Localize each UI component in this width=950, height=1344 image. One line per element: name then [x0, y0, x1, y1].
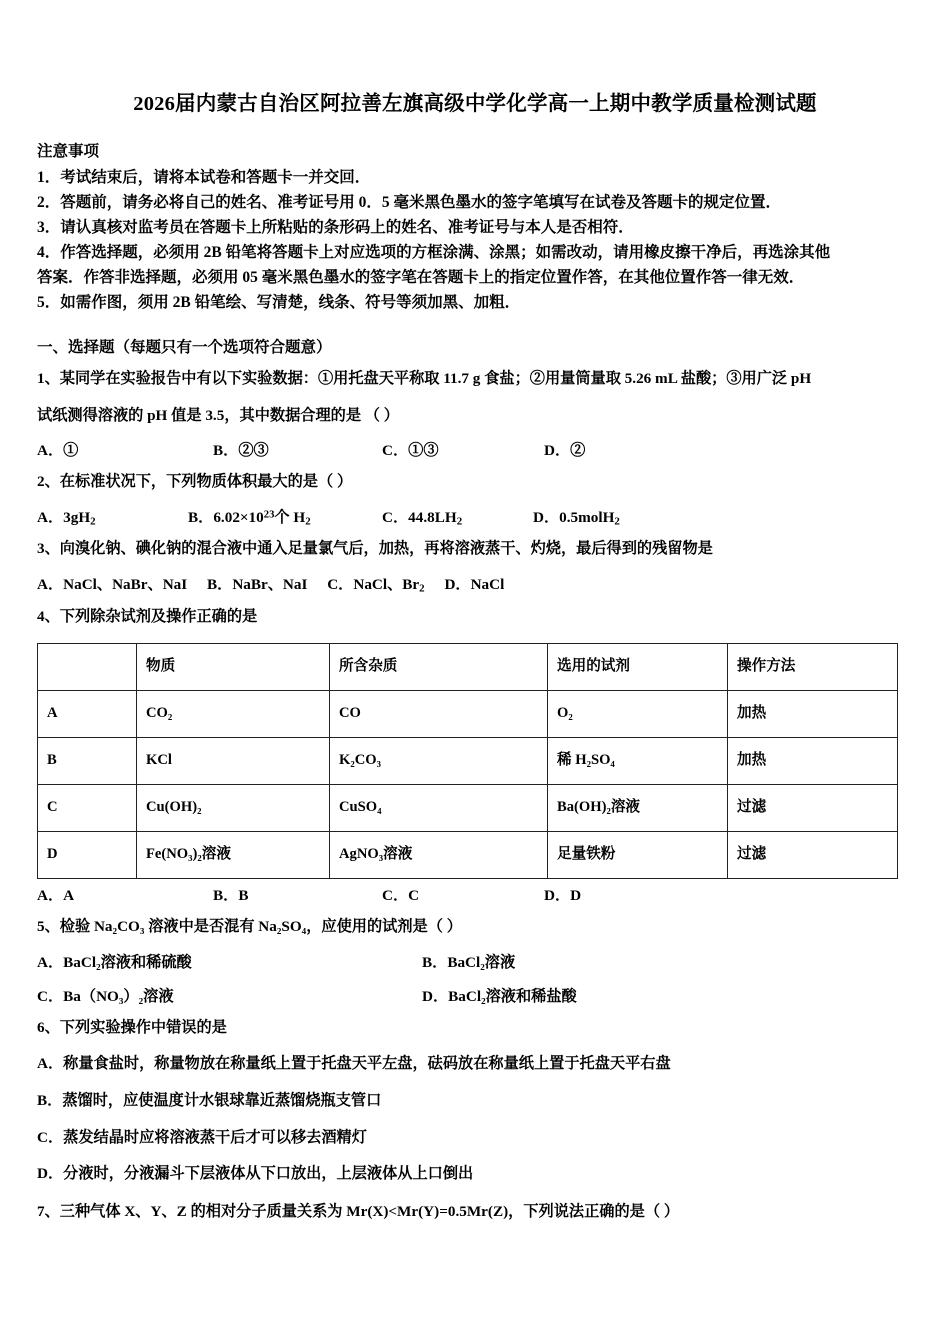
- question-5-options-row-2: [37, 986, 913, 1007]
- table-cell-index: D: [38, 831, 137, 878]
- table-row: [38, 737, 898, 784]
- table-cell-impurity: CO: [330, 690, 548, 737]
- table-header-impurity: 所含杂质: [330, 643, 548, 690]
- table-cell-impurity: K₂CO₃: [330, 737, 548, 784]
- table-cell-index: A: [38, 690, 137, 737]
- table-cell-impurity: AgNO₃溶液: [330, 831, 548, 878]
- page-title: 2026届内蒙古自治区阿拉善左旗高级中学化学高一上期中教学质量检测试题: [133, 93, 817, 115]
- table-cell-substance: KCl: [137, 737, 330, 784]
- question-1-option-c[interactable]: C．①③: [382, 442, 439, 460]
- question-6-option-a[interactable]: A．称量食盐时，称量物放在称量纸上置于托盘天平左盘，砝码放在称量纸上置于托盘天平右盘: [37, 1055, 671, 1073]
- question-4-option-d[interactable]: D．D: [544, 886, 582, 904]
- table-cell-method: 过滤: [728, 784, 898, 831]
- table-cell-substance: CO₂: [137, 690, 330, 737]
- question-5-options-row-1: [37, 952, 913, 973]
- table-cell-reagent: O₂: [548, 690, 728, 737]
- table-cell-reagent: Ba(OH)₂溶液: [548, 784, 728, 831]
- question-2-option-a[interactable]: A．$3gH_2$: [37, 509, 96, 528]
- question-2-stem: 2、在标准状况下，下列物质体积最大的是（ ）: [37, 473, 353, 491]
- notice-line-1: 1．考试结束后，请将本试卷和答题卡一并交回．: [37, 168, 371, 186]
- table-row: [38, 784, 898, 831]
- question-5-option-a[interactable]: A．BaCl₂溶液和稀硫酸: [37, 953, 192, 971]
- question-5-option-d[interactable]: D．BaCl₂溶液和稀盐酸: [422, 987, 577, 1005]
- question-4-stem: 4、下列除杂试剂及操作正确的是: [37, 608, 258, 626]
- question-6-option-d[interactable]: D．分液时，分液漏斗下层液体从下口放出，上层液体从上口倒出: [37, 1165, 474, 1183]
- question-6-stem: 6、下列实验操作中错误的是: [37, 1018, 227, 1036]
- table-cell-reagent: 稀 H₂SO₄: [548, 737, 728, 784]
- table-row: [38, 690, 898, 737]
- page-content: [37, 92, 913, 1224]
- question-2-option-b[interactable]: B．$6.02\times 10^{23}$个 $H_2$: [188, 509, 311, 528]
- table-cell-index: C: [38, 784, 137, 831]
- notice-line-3: 3．请认真核对监考员在答题卡上所粘贴的条形码上的姓名、准考证号与本人是否相符．: [37, 219, 634, 237]
- table-cell-reagent: 足量铁粉: [548, 831, 728, 878]
- question-3-option-d[interactable]: D．NaCl: [444, 575, 505, 593]
- question-6-option-b[interactable]: B．蒸馏时，应使温度计水银球靠近蒸馏烧瓶支管口: [37, 1091, 382, 1109]
- table-cell-substance: Cu(OH)₂: [137, 784, 330, 831]
- notice-heading: 注意事项: [37, 142, 100, 160]
- question-4-options: [37, 885, 913, 906]
- question-3-option-b[interactable]: B．NaBr、NaI: [206, 575, 308, 593]
- question-5-stem: 5、检验 Na₂CO₃ 溶液中是否混有 Na₂SO₄，应使用的试剂是（ ）: [37, 917, 462, 935]
- notice-line-2: 2．答题前，请务必将自己的姓名、准考证号用 0．5 毫米黑色墨水的签字笔填写在试卷及答题卡的规定位置．: [37, 193, 782, 211]
- question-3-option-c[interactable]: C．NaCl、$Br_2$: [327, 575, 425, 594]
- table-row: [38, 831, 898, 878]
- table-cell-method: 加热: [728, 737, 898, 784]
- question-4-option-a[interactable]: A．A: [37, 886, 75, 904]
- question-6-option-c[interactable]: C．蒸发结晶时应将溶液蒸干后才可以移去酒精灯: [37, 1128, 367, 1146]
- table-header-row: [38, 643, 898, 690]
- question-1-option-d[interactable]: D．②: [544, 442, 586, 460]
- question-4-option-b[interactable]: B．B: [213, 886, 249, 904]
- table-cell-index: B: [38, 737, 137, 784]
- question-7-stem: 7、三种气体 X、Y、Z 的相对分子质量关系为 Mr(X)<Mr(Y)=0.5Mr(Z)，下列说法正确的是（ ）: [37, 1203, 680, 1221]
- question-3-options: [37, 574, 913, 597]
- question-1-option-b[interactable]: B．②③: [213, 442, 269, 460]
- notice-line-5: 答案．作答非选择题，必须用 05 毫米黑色墨水的签字笔在答题卡上的指定位置作答，在其他位置作答一律无效．: [37, 269, 805, 287]
- table-header-method: 操作方法: [728, 643, 898, 690]
- question-4-option-c[interactable]: C．C: [382, 886, 420, 904]
- notice-line-4: 4．作答选择题，必须用 2B 铅笔将答题卡上对应选项的方框涂满、涂黑；如需改动，请用橡皮擦干净后，再选涂其他: [37, 244, 831, 262]
- question-5-option-c[interactable]: C．Ba（NO₃）₂溶液: [37, 987, 174, 1005]
- question-1-options: [37, 440, 913, 461]
- table-cell-method: 加热: [728, 690, 898, 737]
- notice-line-6: 5．如需作图，须用 2B 铅笔绘、写清楚，线条、符号等须加黑、加粗．: [37, 294, 521, 312]
- table-header-reagent: 选用的试剂: [548, 643, 728, 690]
- impurity-removal-table: [37, 643, 898, 879]
- section-heading-choice: 一、选择题（每题只有一个选项符合题意）: [37, 338, 332, 356]
- question-1-stem-line-1: 1、某同学在实验报告中有以下实验数据：①用托盘天平称取 11.7 g 食盐；②用量筒量取 5.26 mL 盐酸；③用广泛 pH: [37, 370, 812, 388]
- question-5-option-b[interactable]: B．BaCl₂溶液: [422, 953, 516, 971]
- question-3-option-a[interactable]: A．NaCl、NaBr、NaI: [37, 575, 188, 593]
- table-header-substance: 物质: [137, 643, 330, 690]
- question-2-option-c[interactable]: C．$44.8LH_2$: [382, 509, 463, 528]
- table-header-blank: [38, 643, 137, 690]
- question-2-option-d[interactable]: D．0.5molH$_2$: [533, 509, 620, 528]
- table-cell-impurity: CuSO₄: [330, 784, 548, 831]
- table-cell-substance: Fe(NO₃)₂溶液: [137, 831, 330, 878]
- question-2-options: [37, 507, 913, 528]
- question-3-stem: 3、向溴化钠、碘化钠的混合液中通入足量氯气后，加热，再将溶液蒸干、灼烧，最后得到的残留物是: [37, 540, 713, 558]
- question-1-option-a[interactable]: A．①: [37, 442, 79, 460]
- question-1-stem-line-2: 试纸测得溶液的 pH 值是 3.5，其中数据合理的是 （ ）: [37, 406, 399, 424]
- table-cell-method: 过滤: [728, 831, 898, 878]
